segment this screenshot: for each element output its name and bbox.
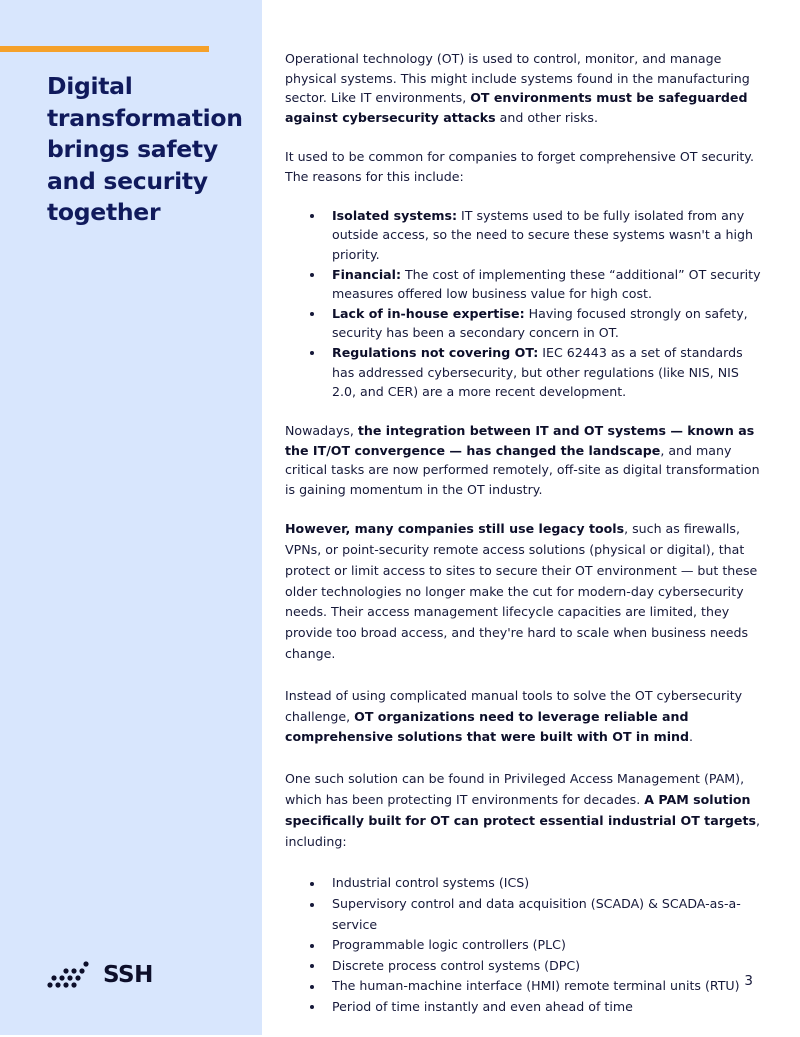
intro-paragraph <box>285 49 763 127</box>
emphasis-run: A PAM solution specifically built for OT can protect essential industrial OT targets <box>285 792 756 828</box>
page-number: 3 <box>744 973 753 989</box>
list-item: Programmable logic controllers (PLC) <box>332 935 763 956</box>
list-item-label: Isolated systems: <box>332 207 458 223</box>
list-item-text: The cost of implementing these “additional” OT security measures offered low business value for high cost. <box>332 266 761 302</box>
list-item: Supervisory control and data acquisition (SCADA) & SCADA-as-a-service <box>332 894 763 935</box>
page-title: Digital transformation brings safety and security together <box>47 72 243 226</box>
text-run: Instead of using complicated manual tools to solve the OT cybersecurity challenge, <box>285 687 743 724</box>
list-item-text: IEC 62443 as a set of standards has addressed cybersecurity, but other regulations (like NIS, NIS 2.0, and CER) are a more recent development. <box>332 344 743 400</box>
list-item: Period of time instantly and even ahead of time <box>332 997 763 1018</box>
list-item-label: Financial: <box>332 266 401 282</box>
list-item-label: Lack of in-house expertise: <box>332 305 525 321</box>
text-run: . <box>689 729 694 745</box>
text-run: Operational technology (OT) is used to control, monitor, and manage physical systems. This might include systems found in the manufacturing sector. Like IT environments, <box>285 51 750 106</box>
convergence-paragraph <box>285 421 763 499</box>
list-item: Industrial control systems (ICS) <box>332 873 763 894</box>
ssh-logo <box>47 961 153 989</box>
list-item-text: Having focused strongly on safety, security has been a secondary concern in OT. <box>332 305 748 341</box>
list-item-text: IT systems used to be fully isolated from any outside access, so the need to secure these systems wasn't a high priority. <box>332 207 754 262</box>
sidebar-panel <box>0 0 262 1035</box>
emphasis-run: the integration between IT and OT systems — known as the IT/OT convergence — has changed the landscape <box>285 423 755 458</box>
text-run: , such as firewalls, VPNs, or point-security remote access solutions (physical or digital), that protect or limit access to sites to secure their OT environment — but these older technologies no longer make the cut for modern-day cybersecurity needs. Their access management lifecycle capacities are limited, they provide too broad access, and they're hard to scale when business needs change. <box>285 521 758 662</box>
list-item <box>332 206 763 265</box>
emphasis-run: However, many companies still use legacy tools <box>285 521 625 537</box>
pam-paragraph <box>285 769 763 852</box>
text-run: Nowadays, <box>285 423 358 439</box>
accent-bar <box>0 46 209 52</box>
ssh-dots-logo-icon <box>47 961 99 989</box>
emphasis-run: OT organizations need to leverage reliable and comprehensive solutions that were built with OT in mind <box>285 708 690 745</box>
reasons-list <box>285 206 763 402</box>
text-run: , and many critical tasks are now performed remotely, off-site as digital transformation is gaining momentum in the OT industry. <box>285 442 760 498</box>
list-item: The human-machine interface (HMI) remote terminal units (RTU) <box>332 976 763 997</box>
text-run: , including: <box>285 812 760 849</box>
solution-paragraph <box>285 686 763 748</box>
list-item <box>332 304 763 343</box>
emphasis-run: OT environments must be safeguarded against cybersecurity attacks <box>285 90 748 125</box>
legacy-tools-paragraph <box>285 519 763 665</box>
main-content <box>285 49 763 1037</box>
list-item <box>332 265 763 304</box>
reasons-intro-paragraph: It used to be common for companies to forget comprehensive OT security. The reasons for this include: <box>285 148 754 184</box>
text-run: One such solution can be found in Privileged Access Management (PAM), which has been protecting IT environments for decades. <box>285 771 745 808</box>
list-item-label: Regulations not covering OT: <box>332 344 539 360</box>
list-item <box>332 343 763 402</box>
text-run: and other risks. <box>495 109 598 125</box>
list-item: Discrete process control systems (DPC) <box>332 956 763 977</box>
targets-list <box>285 873 763 1017</box>
logo-wordmark: SSH <box>103 962 153 988</box>
